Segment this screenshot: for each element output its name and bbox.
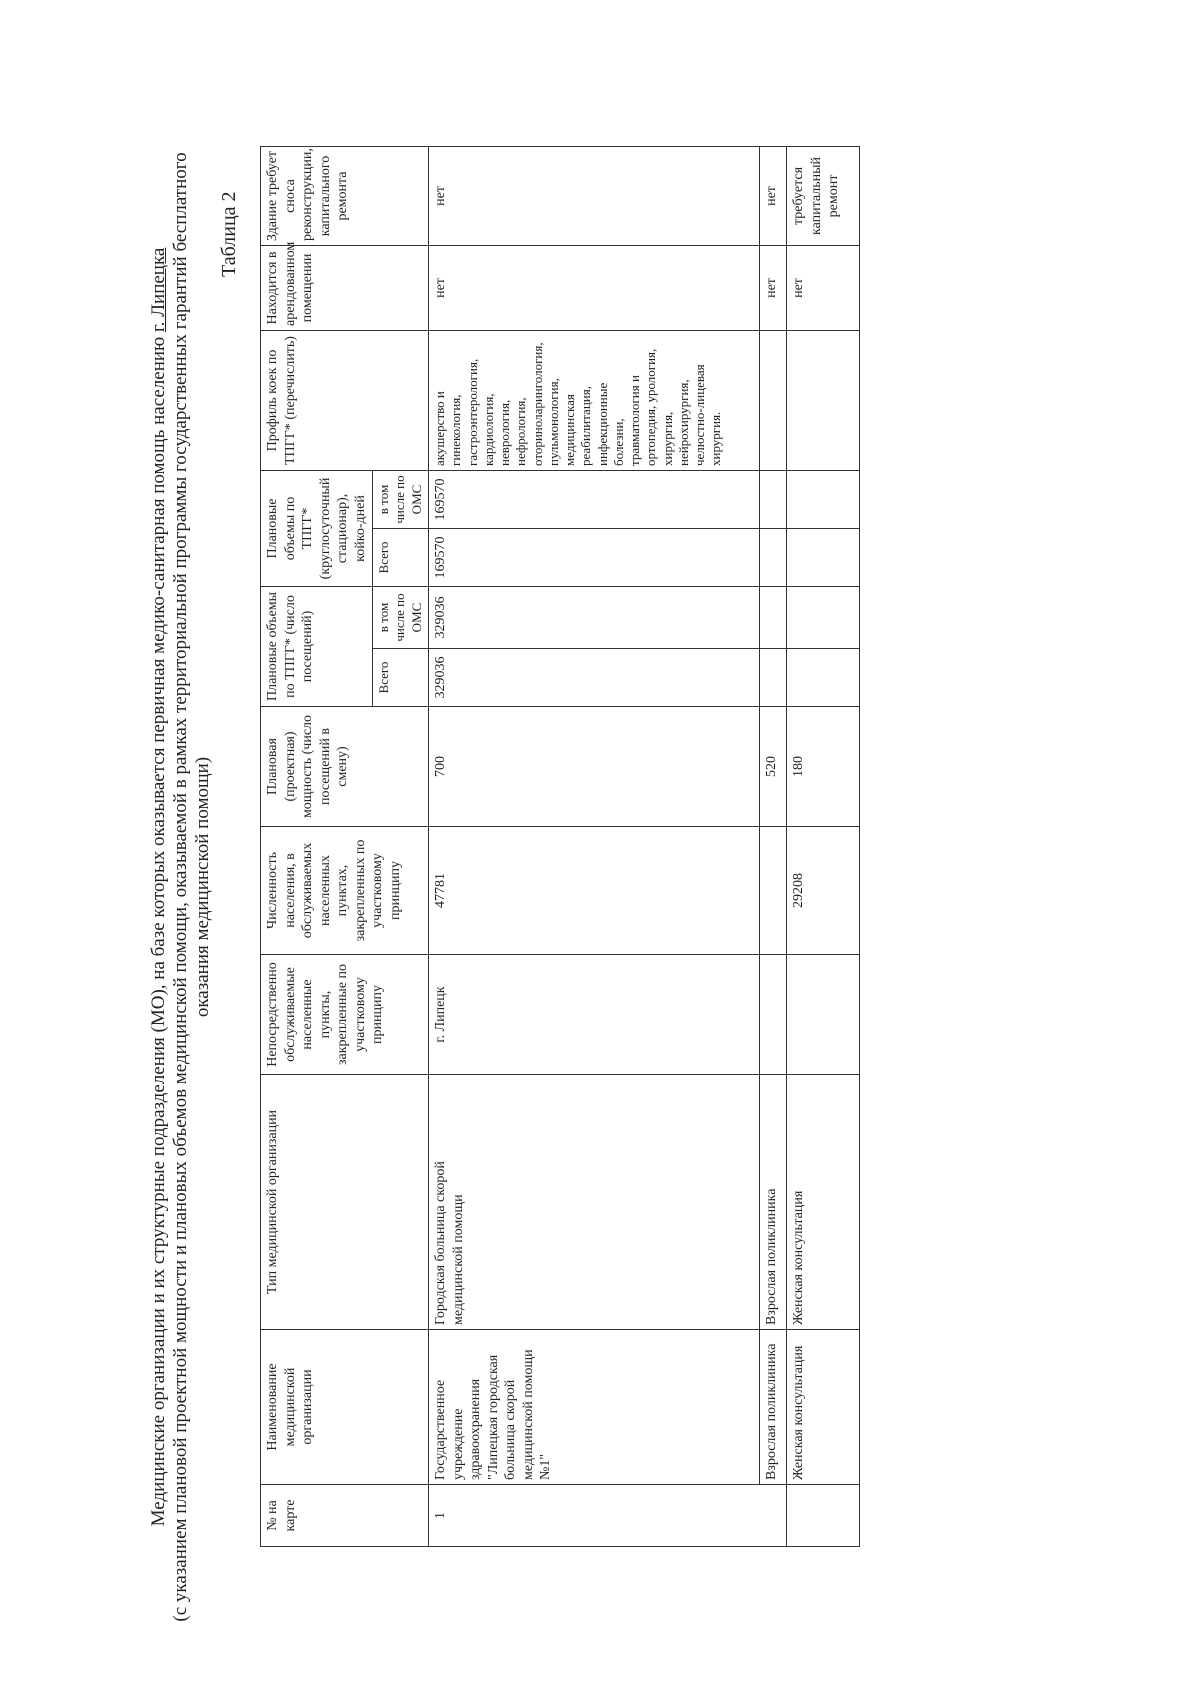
header-building: Здание требует сноса реконструкции, капитального ремонта	[261, 147, 429, 246]
header-type: Тип медицинской организации	[261, 1075, 429, 1330]
cell-capacity: 700	[429, 707, 760, 827]
cell-adult-type: Взрослая поликлиника	[759, 1075, 786, 1330]
cell-beds-oms: 169570	[429, 471, 760, 529]
cell-women-capacity: 180	[787, 707, 860, 827]
header-localities: Непосредственно обслуживаемые населенные пункты, закрепленные по участковому принципу	[261, 955, 429, 1075]
table-row-main	[429, 147, 760, 1547]
cell-population: 47781	[429, 827, 760, 955]
header-rented: Находится в арендованном помещении	[261, 246, 429, 331]
header-capacity: Плановая (проектная) мощность (число посещений в смену)	[261, 707, 429, 827]
cell-bed-profile: акушерство и гинекология, гастроэнтерология, кардиология, неврология, нефрология, оториноларингология, пульмонология, медицинская реабилитация, инфекционные болезни, травматология и ортопедия, урология, хирургия, нейрохирургия, челюстно-лицевая хирургия.	[429, 331, 760, 471]
cell-building: нет	[429, 147, 760, 246]
cell-beds-total: 169570	[429, 529, 760, 587]
header-beds-oms: в том числе по ОМС	[373, 471, 429, 529]
document-title	[148, 137, 170, 1637]
cell-women-rented: нет	[787, 246, 860, 331]
cell-visits-total: 329036	[429, 649, 760, 707]
table-row-women	[787, 147, 860, 1547]
table-label: Таблица 2	[218, 191, 240, 277]
cell-adult-capacity: 520	[759, 707, 786, 827]
header-num: № на карте	[261, 1485, 429, 1547]
cell-women-population: 29208	[787, 827, 860, 955]
cell-visits-oms: 329036	[429, 587, 760, 649]
header-bed-profile: Профиль коек по ТПГГ* (перечислить)	[261, 331, 429, 471]
header-name: Наименование медицинской организации	[261, 1330, 429, 1485]
cell-num: 1	[429, 1485, 787, 1547]
title-city: г. Липецка	[148, 247, 169, 333]
cell-locality: г. Липецк	[429, 955, 760, 1075]
cell-adult-name: Взрослая поликлиника	[759, 1330, 786, 1485]
header-beds-total: Всего	[373, 529, 429, 587]
cell-rented: нет	[429, 246, 760, 331]
table-row-adult	[759, 147, 786, 1547]
facilities-table	[260, 146, 860, 1547]
document-subtitle: (с указанием плановой проектной мощности и плановых объемов медицинской помощи, оказываемой в рамках территориальной программы государственных гарантий бесплатного	[170, 152, 191, 1622]
document-subtitle-cont: оказания медицинской помощи)	[192, 756, 213, 1018]
header-population: Численность населения, в обслуживаемых населенных пунктах, закрепленных по участковому принципу	[261, 827, 429, 955]
cell-adult-rented: нет	[759, 246, 786, 331]
title-text: Медицинские организации и их структурные подразделения (МО), на базе которых оказывается первичная медико-санитарная помощь населению	[148, 336, 169, 1527]
header-visits-oms: в том числе по ОМС	[373, 587, 429, 649]
cell-adult-building: нет	[759, 147, 786, 246]
cell-women-building: требуется капитальный ремонт	[787, 147, 860, 246]
cell-org-type: Городская больница скорой медицинской помощи	[429, 1075, 760, 1330]
cell-women-name: Женская консультация	[787, 1330, 860, 1485]
header-visits-total: Всего	[373, 649, 429, 707]
cell-org-name: Государственное учреждение здравоохранения "Липецкая городская больница скорой медицинской помощи №1"	[429, 1330, 760, 1485]
header-beds-group: Плановые объемы по ТПГГ* (круглосуточный стационар), койко-дней	[261, 471, 373, 587]
header-visits-group: Плановые объемы по ТПГГ* (число посещений)	[261, 587, 373, 707]
cell-women-type: Женская консультация	[787, 1075, 860, 1330]
